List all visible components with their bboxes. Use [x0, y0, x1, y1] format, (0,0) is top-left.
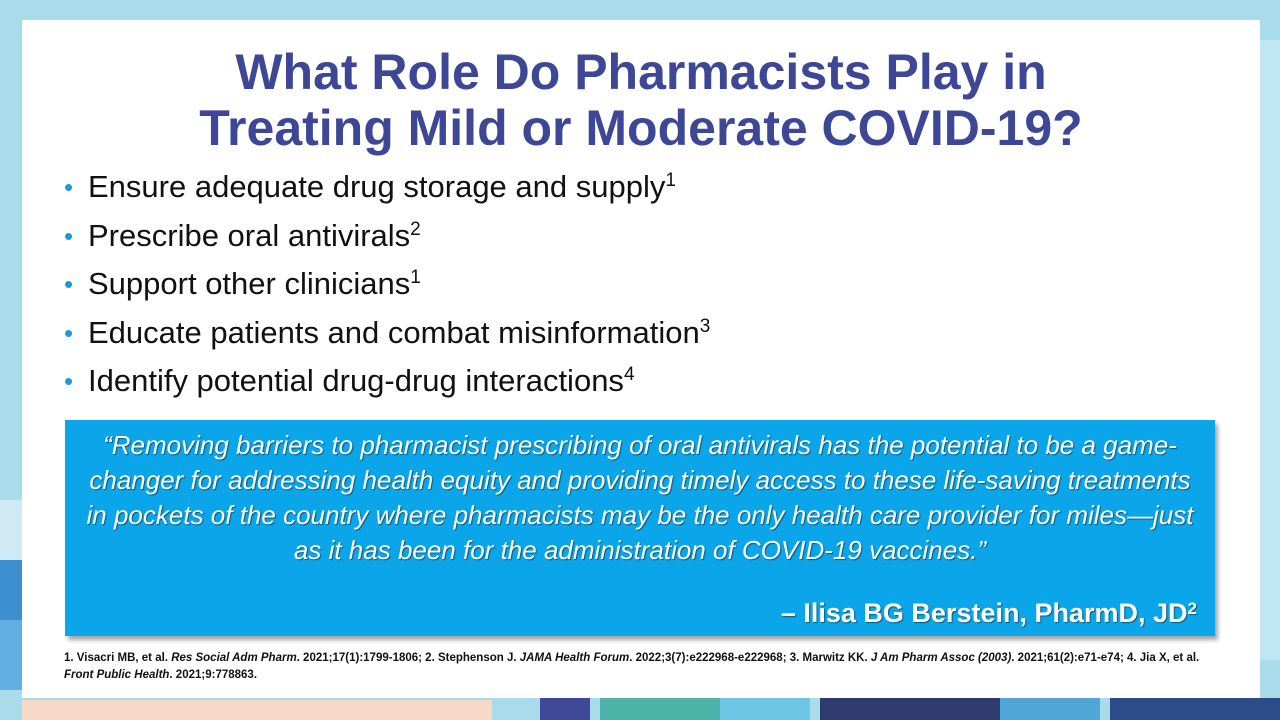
slide-card — [22, 20, 1260, 698]
reference-authors: 3. Marwitz KK. — [789, 652, 871, 664]
bullet-list — [64, 165, 710, 408]
background-decoration — [22, 700, 492, 720]
reference-details: . 2021;17(1):1799-1806; — [296, 652, 426, 664]
reference-1 — [64, 652, 425, 664]
quote-attribution-reference: 2 — [1187, 599, 1197, 618]
reference-journal: JAMA Health Forum — [519, 652, 630, 664]
slide-title-line-2: Treating Mild or Moderate COVID-19? — [199, 100, 1083, 156]
bullet-text: Educate patients and combat misinformation — [88, 314, 700, 350]
reference-details: . 2022;3(7):e222968-e222968; — [629, 652, 790, 664]
bullet-text: Ensure adequate drug storage and supply — [88, 169, 666, 204]
quote-text: “Removing barriers to pharmacist prescribing of oral antivirals has the potential to be a game-changer for addressing health equity and providing timely access to these life-saving treatments in pockets of the country where pharmacists may be the only health care provider for miles—just as it has been for the administration of COVID-19 vaccines.” — [86, 430, 1194, 565]
reference-3 — [790, 652, 1127, 664]
bullet-text: Identify potential drug-drug interactions — [88, 363, 624, 398]
reference-authors: 2. Stephenson J. — [425, 652, 520, 664]
bullet-reference: 4 — [623, 364, 635, 385]
bullet-reference: 1 — [410, 267, 421, 288]
bullet-text: Support other clinicians — [88, 266, 411, 301]
background-decoration — [0, 560, 22, 620]
background-decoration — [540, 698, 590, 720]
bullet-reference: 1 — [665, 170, 676, 191]
reference-journal: Res Social Adm Pharm — [171, 652, 297, 664]
bullet-dot-icon: • — [64, 269, 74, 299]
bullet-item — [64, 311, 710, 360]
slide-title-line-1: What Role Do Pharmacists Play in — [235, 44, 1047, 100]
bullet-dot-icon: • — [64, 172, 74, 202]
reference-journal: J Am Pharm Assoc (2003) — [870, 652, 1012, 664]
reference-journal: Front Public Health — [64, 669, 170, 681]
reference-2 — [425, 652, 790, 664]
reference-authors: 1. Visacri MB, et al. — [64, 652, 172, 664]
background-decoration — [600, 698, 720, 720]
background-decoration — [0, 620, 22, 690]
quote-box — [65, 420, 1215, 636]
bullet-dot-icon: • — [64, 366, 74, 396]
quote-attribution — [781, 598, 1197, 628]
background-decoration — [0, 500, 22, 560]
bullet-item — [64, 262, 710, 311]
bullet-dot-icon: • — [64, 220, 74, 251]
bullet-item — [64, 214, 710, 263]
reference-authors: 4. Jia X, et al. — [1127, 652, 1200, 664]
background-decoration — [1110, 698, 1280, 720]
bullet-item — [64, 165, 710, 214]
bullet-dot-icon: • — [64, 317, 74, 348]
references — [64, 650, 1224, 684]
reference-details: . 2021;9:778863. — [169, 669, 258, 681]
quote-attribution-name: – Ilisa BG Berstein, PharmD, JD — [780, 598, 1188, 628]
background-decoration — [720, 698, 810, 720]
slide-title — [22, 44, 1260, 156]
bullet-item — [64, 359, 710, 408]
background-decoration — [1260, 40, 1280, 660]
bullet-text: Prescribe oral antivirals — [88, 217, 411, 253]
bullet-reference: 2 — [410, 218, 421, 240]
bullet-reference: 3 — [699, 315, 711, 337]
reference-details: . 2021;61(2):e71-e74; — [1011, 652, 1127, 664]
background-decoration — [820, 698, 1000, 720]
background-decoration — [1000, 698, 1100, 720]
